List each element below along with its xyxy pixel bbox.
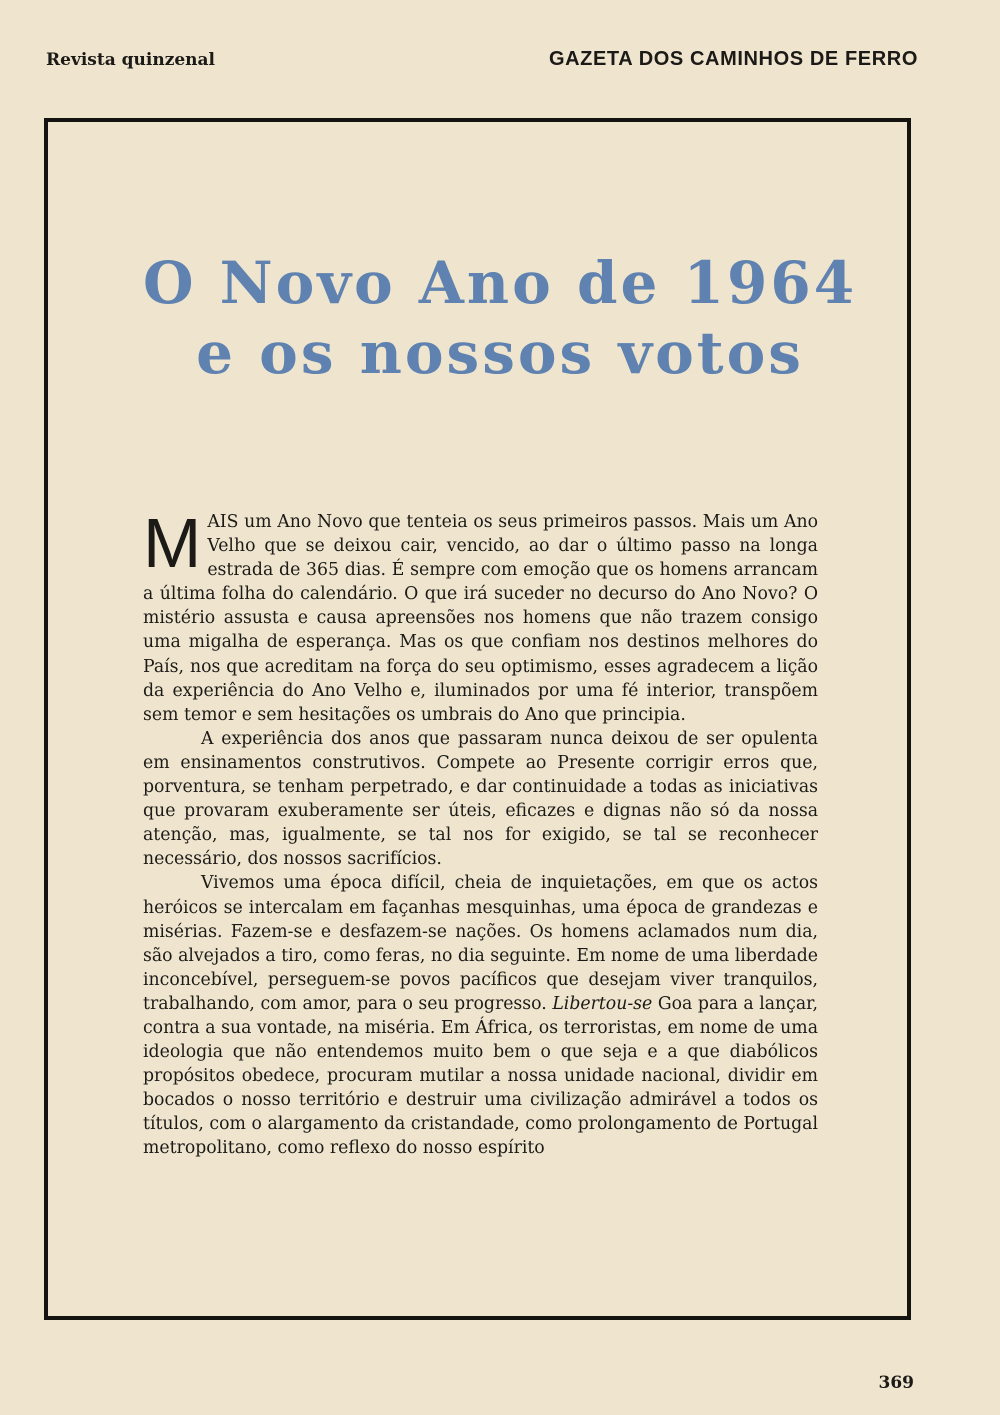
paragraph-3-text-b: Goa para a lançar, contra a sua vontade, na miséria. Em África, os terroristas, em nome de uma ideologia que não entendemos muito bem o que seja e a que diabólicos propósitos obedece, procuram mutilar a nossa unidade nacional, dividir em bocados o nosso território e destruir uma civilização admirável a todos os títulos, com o alargamento da cristandade, como prolongamento de Portugal metropolitano, como reflexo do nosso espírito bbox=[143, 993, 818, 1159]
paragraph-1 bbox=[143, 504, 818, 727]
drop-cap: M bbox=[143, 504, 202, 582]
paragraph-3-text-a: Vivemos uma época difícil, cheia de inquietações, em que os actos heróicos se intercalam em façanhas mesquinhas, uma época de grandezas e misérias. Fazem-se e desfazem-se nações. Os homens aclamados num dia, são alvejados a tiro, como feras, no dia seguinte. Em nome de uma liberdade inconcebível, perseguem-se povos pacíficos que desejam viver tranquilos, trabalhando, com amor, para o seu progresso. bbox=[143, 873, 818, 1014]
article-title bbox=[0, 248, 1000, 388]
publication-frequency: Revista quinzenal bbox=[46, 50, 216, 70]
article-body bbox=[143, 504, 818, 1161]
paragraph-1-text: AIS um Ano Novo que tenteia os seus primeiros passos. Mais um Ano Velho que se deixou cair, vencido, ao dar o último passo na longa estrada de 365 dias. É sempre com emoção que os homens arrancam a última folha do calendário. O que irá suceder no decurso do Ano Novo? O mistério assusta e causa apreensões nos homens que não trazem consigo uma migalha de esperança. Mas os que confiam nos destinos melhores do País, nos que acreditam na força do seu optimismo, esses agradecem a lição da experiência do Ano Velho e, iluminados por uma fé interior, transpõem sem temor e sem hesitações os umbrais do Ano que principia. bbox=[143, 512, 818, 725]
paragraph-2: A experiência dos anos que passaram nunca deixou de ser opulenta em ensinamentos construtivos. Compete ao Presente corrigir erros que, porventura, se tenham perpetrado, e dar continuidade a todas as iniciativas que provaram exuberamente ser úteis, eficazes e dignas não só da nossa atenção, mas, igualmente, se tal nos for exigido, se tal se reconhecer necessário, dos nossos sacrifícios. bbox=[143, 728, 818, 870]
running-head bbox=[46, 46, 918, 76]
title-line-2: e os nossos votos bbox=[196, 319, 804, 387]
title-line-1: O Novo Ano de 1964 bbox=[142, 249, 858, 317]
publication-title: GAZETA DOS CAMINHOS DE FERRO bbox=[548, 48, 918, 70]
italic-word: Libertou-se bbox=[552, 993, 653, 1014]
paragraph-3 bbox=[143, 871, 818, 1160]
page-number: 369 bbox=[878, 1373, 914, 1393]
